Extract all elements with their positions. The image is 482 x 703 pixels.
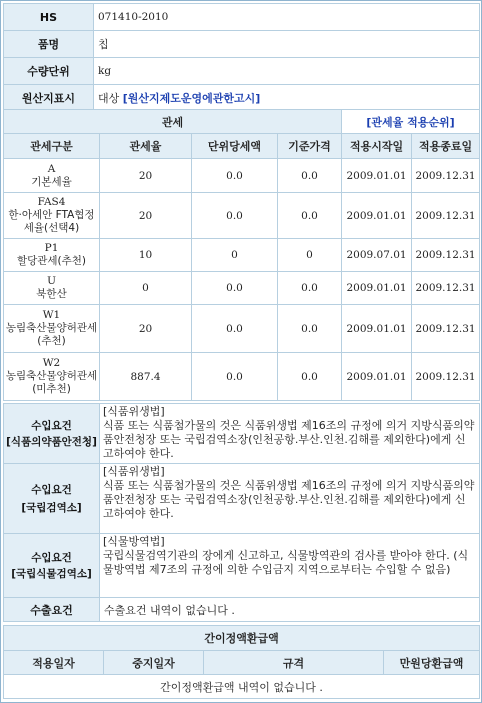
refund-empty-message: 간이정액환급액 내역이 없습니다 .: [4, 675, 480, 699]
req-text: 식품 또는 식품첨가물의 것은 식품위생법 제16조의 규정에 의거 지방식품의약품안전청장 또는 국립검역소장(인천공항.부산.인천.김해를 제외한다)에게 신고하여야 한다.: [103, 419, 475, 460]
tariff-code: A: [47, 162, 56, 175]
tariff-base-price-cell: 0.0: [278, 353, 342, 401]
req-label-quarantine-station: [4, 464, 100, 534]
req-agency: [국립검역소]: [21, 501, 82, 514]
tariff-end-date-cell: 2009.12.31: [412, 305, 480, 353]
req-agency: [국립식물검역소]: [11, 567, 92, 580]
tariff-base-price-cell: 0.0: [278, 305, 342, 353]
req-law: [식물방역법]: [103, 535, 165, 548]
tariff-end-date-cell: 2009.12.31: [412, 239, 480, 272]
tariff-description: 한·아세안 FTA협정세율(선택4): [8, 209, 95, 234]
refund-col-spec: 규격: [204, 651, 384, 675]
req-title: 수입요건: [31, 483, 72, 496]
tariff-end-date-cell: 2009.12.31: [412, 353, 480, 401]
tariff-base-price-cell: 0.0: [278, 159, 342, 193]
hs-label: HS: [4, 4, 94, 31]
tariff-unit-tax-cell: 0: [192, 239, 278, 272]
req-body-quarantine-station: [100, 464, 480, 534]
tariff-row: [4, 239, 480, 272]
req-law: [식품위생법]: [103, 465, 165, 478]
tariff-code: U: [47, 275, 56, 287]
tariff-type-cell: [4, 272, 100, 305]
tariff-code: W1: [42, 309, 61, 321]
hs-value: 071410-2010: [94, 4, 480, 31]
refund-col-amount: 만원당환급액: [384, 651, 480, 675]
requirements-table: [3, 403, 480, 622]
tariff-row: [4, 193, 480, 239]
tariff-description: 농림축산물양허관세(추천): [5, 322, 98, 347]
tariff-rate-cell: 10: [100, 239, 192, 272]
tariff-start-date-cell: 2009.07.01: [342, 239, 412, 272]
origin-cell: [94, 85, 480, 112]
req-text: 국립식물검역기관의 장에게 신고하고, 식물방역관의 검사를 받아야 한다. (식물방역법 제7조의 규정에 의한 수입금지 지역으로부터는 수입할 수 없음): [103, 549, 469, 576]
item-name-value: 칩: [94, 31, 480, 58]
tariff-base-price-cell: 0.0: [278, 193, 342, 239]
tariff-type-cell: [4, 353, 100, 401]
refund-table: [3, 625, 480, 699]
req-agency: [식품의약품안전청]: [6, 435, 97, 448]
tariff-description: 기본세율: [31, 175, 72, 188]
tariff-type-cell: [4, 239, 100, 272]
tariff-code: P1: [44, 242, 59, 254]
tariff-description: 북한산: [36, 288, 67, 300]
origin-target-text: 대상: [98, 92, 123, 105]
tariff-unit-tax-cell: 0.0: [192, 272, 278, 305]
tariff-start-date-cell: 2009.01.01: [342, 159, 412, 193]
tariff-row: [4, 159, 480, 193]
tariff-description: 할당관세(추천): [16, 255, 87, 267]
export-req-value: 수출요건 내역이 없습니다 .: [100, 598, 480, 622]
refund-col-apply-date: 적용일자: [4, 651, 104, 675]
tariff-start-date-cell: 2009.01.01: [342, 353, 412, 401]
tariff-rate-cell: 20: [100, 159, 192, 193]
col-rate-header: 관세율: [100, 134, 192, 159]
tariff-row: [4, 272, 480, 305]
origin-label: 원산지표시: [4, 85, 94, 112]
req-body-plant-quarantine: [100, 534, 480, 598]
refund-section-title: 간이정액환급액: [4, 626, 480, 651]
tariff-start-date-cell: 2009.01.01: [342, 305, 412, 353]
tariff-base-price-cell: 0.0: [278, 272, 342, 305]
tariff-type-cell: [4, 193, 100, 239]
unit-label: 수량단위: [4, 58, 94, 85]
req-title: 수입요건: [31, 419, 72, 432]
export-req-label: 수출요건: [4, 598, 100, 622]
tariff-unit-tax-cell: 0.0: [192, 353, 278, 401]
tariff-end-date-cell: 2009.12.31: [412, 272, 480, 305]
tariff-row: [4, 353, 480, 401]
tariff-table: [3, 109, 480, 401]
tariff-end-date-cell: 2009.12.31: [412, 193, 480, 239]
tariff-end-date-cell: 2009.12.31: [412, 159, 480, 193]
refund-col-stop-date: 중지일자: [104, 651, 204, 675]
unit-value: kg: [94, 58, 480, 85]
tariff-row: [4, 305, 480, 353]
req-body-food-safety: [100, 404, 480, 464]
req-label-plant-quarantine: [4, 534, 100, 598]
col-base-price-header: 기준가격: [278, 134, 342, 159]
tariff-description: 농림축산물양허관세(미추천): [5, 370, 98, 395]
item-name-label: 품명: [4, 31, 94, 58]
origin-notice-link[interactable]: [원산지제도운영에관한고시]: [122, 92, 261, 105]
req-label-food-safety: [4, 404, 100, 464]
col-unit-amount-header: 단위당세액: [192, 134, 278, 159]
tariff-type-cell: [4, 305, 100, 353]
tariff-unit-tax-cell: 0.0: [192, 305, 278, 353]
col-start-date-header: 적용시작일: [342, 134, 412, 159]
tariff-rate-cell: 887.4: [100, 353, 192, 401]
tariff-start-date-cell: 2009.01.01: [342, 193, 412, 239]
tariff-code: W2: [42, 357, 61, 369]
req-law: [식품위생법]: [103, 405, 165, 418]
tariff-priority-link[interactable]: [관세율 적용순위]: [366, 115, 455, 129]
req-text: 식품 또는 식품첨가물의 것은 식품위생법 제16조의 규정에 의거 지방식품의약품안전청장 또는 국립검역소장(인천공항.부산.인천.김해를 제외한다)에게 신고하여야 한다.: [103, 479, 475, 520]
tariff-rate-cell: 20: [100, 305, 192, 353]
tariff-start-date-cell: 2009.01.01: [342, 272, 412, 305]
tariff-unit-tax-cell: 0.0: [192, 159, 278, 193]
col-type-header: 관세구분: [4, 134, 100, 159]
tariff-section-title: 관세: [4, 110, 342, 134]
tariff-rate-cell: 0: [100, 272, 192, 305]
tariff-rate-cell: 20: [100, 193, 192, 239]
tariff-code: FAS4: [37, 196, 66, 208]
tariff-base-price-cell: 0: [278, 239, 342, 272]
tariff-unit-tax-cell: 0.0: [192, 193, 278, 239]
item-info-table: [3, 3, 480, 112]
req-title: 수입요건: [31, 551, 72, 564]
tariff-type-cell: [4, 159, 100, 193]
col-end-date-header: 적용종료일: [412, 134, 480, 159]
